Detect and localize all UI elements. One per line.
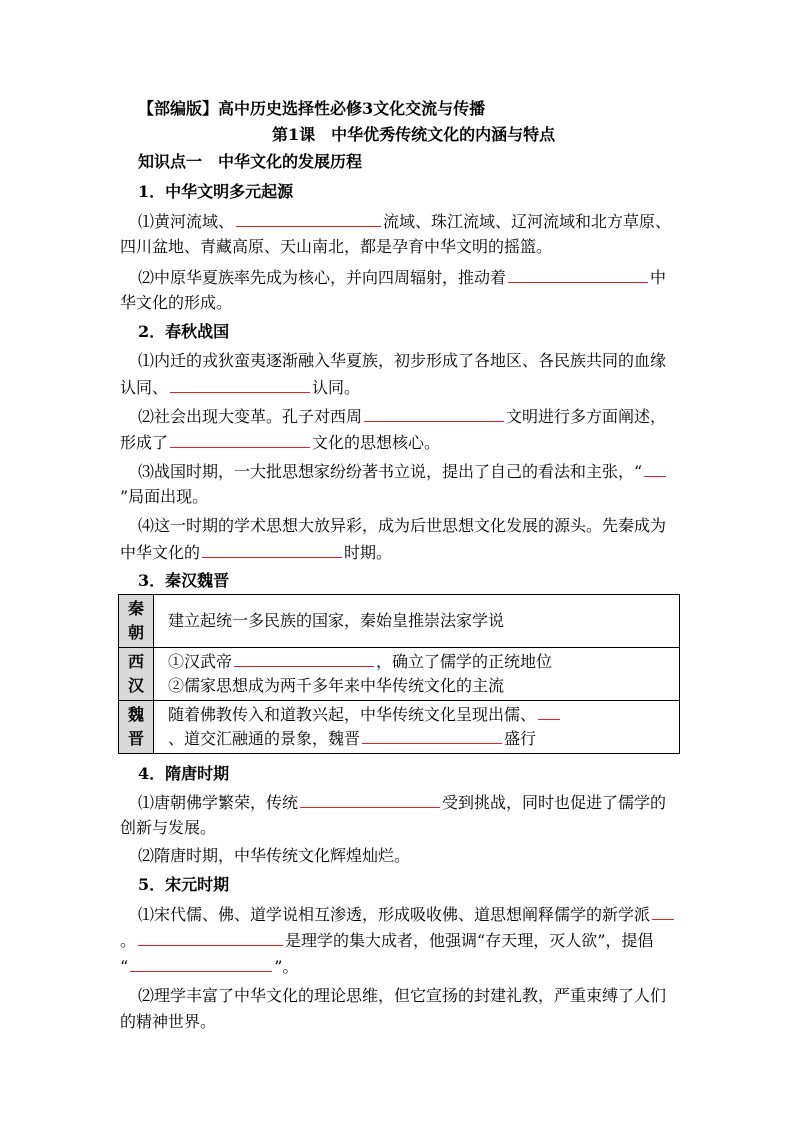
para-4-line-1: ⑵社会出现大变革。孔子对西周 文明进行多方面阐述， [138, 407, 667, 426]
section-heading: 知识点一 中华文化的发展历程 [138, 152, 363, 171]
dynasty-weijin: 魏晋 [119, 701, 154, 754]
para-8: ⑵隋唐时期，中华传统文化辉煌灿烂。 [138, 846, 411, 865]
para-6-line-1: ⑷这一时期的学术思想大放异彩，成为后世思想文化发展的源头。先秦成为 [138, 516, 667, 535]
heading-4: 4．隋唐时期 [138, 764, 230, 783]
para-1-line-2: 四川盆地、青藏高原、天山南北，都是孕育中华文明的摇篮。 [120, 237, 553, 256]
para-2-line-2: 华文化的形成。 [120, 293, 233, 312]
para-4-line-2: 形成了 文化的思想核心。 [120, 433, 441, 452]
heading-3: 3．秦汉魏晋 [138, 571, 230, 590]
para-6-line-2: 中华文化的 时期。 [120, 543, 393, 562]
para-10-line-2: 的精神世界。 [120, 1012, 217, 1031]
xihan-line-1: ①汉武帝 ，确立了儒学的正统地位 [168, 652, 553, 671]
para-10-line-1: ⑵理学丰富了中华文化的理论思维，但它宣扬的封建礼教，严重束缚了人们 [138, 986, 667, 1005]
fill-blank[interactable] [652, 903, 674, 920]
dynasty-table [118, 594, 680, 754]
heading-1: 1．中华文明多元起源 [138, 182, 294, 201]
fill-blank[interactable] [202, 541, 342, 558]
weijin-line-1: 随着佛教传入和道教兴起，中华传统文化呈现出儒、 [168, 703, 679, 727]
para-3-line-1: ⑴内迁的戎狄蛮夷逐渐融入华夏族，初步形成了各地区、各民族共同的血缘 [138, 351, 667, 370]
para-2-line-1: ⑵中原华夏族率先成为核心，并向四周辐射，推动着 中 [138, 268, 667, 287]
heading-5: 5．宋元时期 [138, 875, 230, 894]
dynasty-qin: 秦朝 [119, 595, 154, 648]
fill-blank[interactable] [170, 431, 310, 448]
table-row [119, 701, 680, 754]
lesson-title: 第1课 中华优秀传统文化的内涵与特点 [272, 125, 556, 144]
dynasty-xihan: 西汉 [119, 648, 154, 701]
para-9-line-3: “ ”。 [120, 957, 299, 976]
fill-blank[interactable] [364, 405, 504, 422]
xihan-line-2: ②儒家思想成为两千多年来中华传统文化的主流 [168, 676, 505, 695]
fill-blank[interactable] [236, 210, 381, 227]
para-9-line-2: 。 是理学的集大成者，他强调“存天理，灭人欲”，提倡 [120, 931, 654, 950]
para-9-line-1: ⑴宋代儒、佛、道学说相互渗透，形成吸收佛、道思想阐释儒学的新学派 [138, 903, 676, 926]
heading-2: 2．春秋战国 [138, 322, 230, 341]
para-5-line-2: ”局面出现。 [120, 487, 209, 506]
weijin-content [154, 701, 680, 754]
para-7-line-1: ⑴唐朝佛学繁荣，传统 受到挑战，同时也促进了儒学的 [138, 793, 667, 812]
fill-blank[interactable] [644, 460, 666, 477]
fill-blank[interactable] [130, 955, 272, 972]
table-row [119, 648, 680, 701]
fill-blank[interactable] [508, 266, 648, 283]
table-row [119, 595, 680, 648]
fill-blank[interactable] [138, 929, 283, 946]
para-7-line-2: 创新与发展。 [120, 818, 217, 837]
doc-title: 【部编版】高中历史选择性必修3文化交流与传播 [138, 99, 486, 118]
qin-content: 建立起统一多民族的国家，秦始皇推崇法家学说 [154, 595, 680, 648]
fill-blank[interactable] [170, 376, 310, 393]
weijin-line-2: 、道交汇融通的景象，魏晋 盛行 [168, 729, 537, 748]
xihan-content [154, 648, 680, 701]
para-3-line-2: 认同、 认同。 [120, 378, 361, 397]
fill-blank[interactable] [538, 703, 560, 720]
fill-blank[interactable] [300, 791, 440, 808]
fill-blank[interactable] [362, 727, 502, 744]
fill-blank[interactable] [234, 650, 374, 667]
para-1-line-1: ⑴黄河流域、 流域、珠江流域、辽河流域和北方草原、 [138, 212, 672, 231]
para-5-line-1: ⑶战国时期，一大批思想家纷纷著书立说，提出了自己的看法和主张，“ [138, 460, 668, 483]
